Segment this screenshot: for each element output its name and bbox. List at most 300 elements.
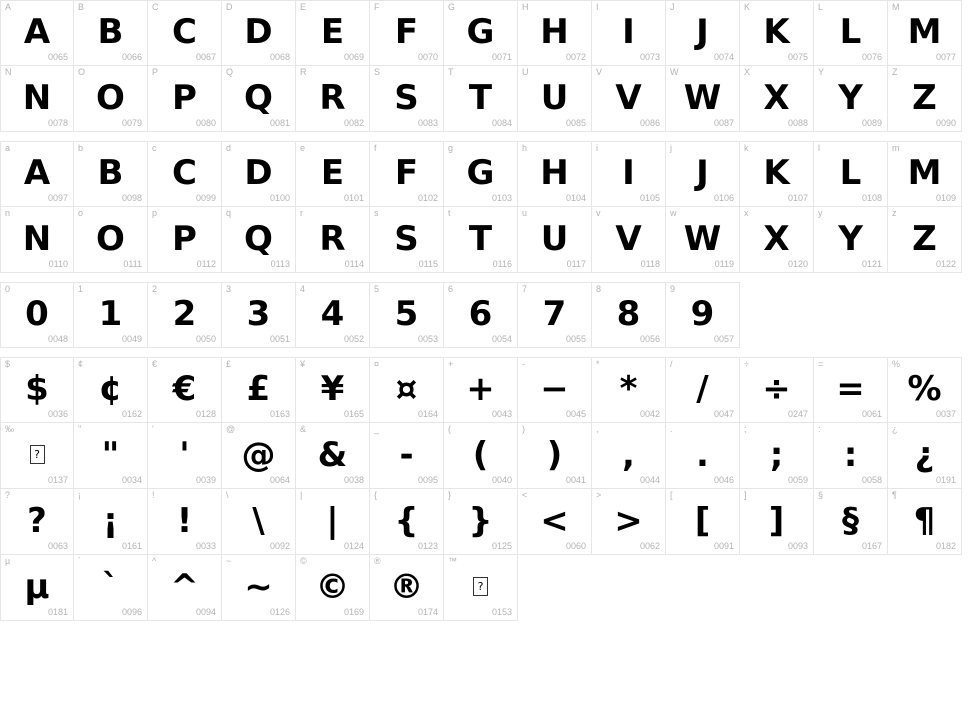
glyph-cell[interactable] (444, 555, 518, 621)
glyph-char-label: w (670, 208, 677, 218)
missing-glyph-icon: ? (473, 577, 488, 596)
glyph-char-label: + (448, 359, 454, 369)
glyph-render: @ (241, 434, 276, 475)
glyph-code: 0101 (343, 193, 364, 203)
glyph-cell[interactable] (518, 0, 592, 66)
glyph-char-label: ® (374, 556, 381, 566)
glyph-render: § (842, 500, 859, 541)
glyph-render: J (696, 12, 709, 52)
glyph-char-label: P (152, 67, 159, 77)
glyph-cell[interactable] (0, 66, 74, 132)
glyph-char-label: | (300, 490, 303, 500)
glyph-char-label: § (818, 490, 824, 500)
glyph-render: & (317, 434, 348, 475)
glyph-cell[interactable] (888, 66, 962, 132)
glyph-char-label: a (5, 143, 11, 153)
glyph-render: I (622, 153, 635, 193)
glyph-char-label: E (300, 2, 307, 12)
glyph-render: L (839, 153, 862, 193)
glyph-code: 0191 (935, 475, 956, 485)
glyph-code: 0067 (195, 52, 216, 62)
glyph-char-label: K (744, 2, 751, 12)
glyph-code: 0060 (565, 541, 586, 551)
glyph-code: 0037 (935, 409, 956, 419)
glyph-code: 0114 (344, 259, 364, 269)
glyph-cell[interactable] (518, 66, 592, 132)
glyph-char-label: O (78, 67, 86, 77)
glyph-cell[interactable] (370, 555, 444, 621)
glyph-char-label: R (300, 67, 307, 77)
glyph-render: D (244, 12, 273, 52)
glyph-code: 0102 (417, 193, 438, 203)
glyph-cell[interactable] (74, 489, 148, 555)
glyph-code: 0121 (861, 259, 882, 269)
glyph-code: 0081 (269, 118, 290, 128)
glyph-char-label: * (596, 359, 600, 369)
glyph-cell[interactable] (222, 66, 296, 132)
glyph-cell[interactable] (370, 141, 444, 207)
glyph-code: 0161 (121, 541, 142, 551)
glyph-char-label: W (670, 67, 679, 77)
glyph-cell[interactable] (740, 423, 814, 489)
glyph-code: 0123 (417, 541, 438, 551)
glyph-render: ' (179, 434, 190, 475)
glyph-code: 0164 (417, 409, 438, 419)
glyph-code: 0088 (787, 118, 808, 128)
glyph-render: % (907, 369, 942, 409)
glyph-code: 0122 (935, 259, 956, 269)
glyph-code: 0153 (491, 607, 512, 617)
glyph-char-label: ¢ (78, 359, 84, 369)
glyph-cell[interactable] (296, 282, 370, 348)
glyph-cell[interactable] (444, 66, 518, 132)
glyph-cell[interactable] (592, 357, 666, 423)
glyph-cell[interactable] (370, 207, 444, 273)
glyph-cell[interactable] (444, 357, 518, 423)
glyph-cell[interactable] (666, 0, 740, 66)
glyph-cell[interactable] (296, 489, 370, 555)
glyph-cell[interactable] (296, 555, 370, 621)
glyph-render: : (843, 434, 858, 475)
glyph-cell[interactable] (444, 141, 518, 207)
glyph-cell[interactable] (814, 489, 888, 555)
glyph-char-label: U (522, 67, 529, 77)
glyph-char-label: d (226, 143, 232, 153)
glyph-code: 0038 (343, 475, 364, 485)
glyph-render: C (172, 12, 197, 52)
glyph-cell[interactable] (0, 0, 74, 66)
glyph-code: 0085 (565, 118, 586, 128)
glyph-render: 9 (690, 294, 715, 334)
glyph-cell[interactable] (740, 207, 814, 273)
glyph-block-digits (0, 282, 970, 348)
glyph-render: B (97, 153, 124, 193)
glyph-cell[interactable] (370, 66, 444, 132)
glyph-render: µ (24, 566, 50, 607)
glyph-cell[interactable] (148, 489, 222, 555)
glyph-cell[interactable] (888, 489, 962, 555)
glyph-cell[interactable] (370, 357, 444, 423)
glyph-char-label: % (892, 359, 901, 369)
glyph-code: 0113 (270, 259, 290, 269)
glyph-code: 0086 (639, 118, 660, 128)
glyph-cell[interactable] (444, 282, 518, 348)
glyph-char-label: 6 (448, 284, 454, 294)
glyph-render: > (614, 500, 643, 541)
glyph-code: 0094 (195, 607, 216, 617)
glyph-cell[interactable] (518, 489, 592, 555)
glyph-char-label: } (448, 490, 452, 500)
glyph-code: 0033 (195, 541, 216, 551)
glyph-char-label: h (522, 143, 528, 153)
glyph-render: − (540, 369, 569, 409)
glyph-render: R (319, 77, 346, 118)
glyph-render: A (23, 12, 51, 52)
glyph-char-label: X (744, 67, 751, 77)
glyph-cell[interactable] (0, 357, 74, 423)
glyph-cell[interactable] (0, 489, 74, 555)
glyph-cell[interactable] (74, 0, 148, 66)
glyph-char-label: B (78, 2, 85, 12)
glyph-char-label: ' (152, 424, 154, 434)
glyph-cell[interactable] (592, 141, 666, 207)
glyph-cell[interactable] (74, 66, 148, 132)
glyph-cell[interactable] (444, 0, 518, 66)
glyph-cell[interactable] (296, 141, 370, 207)
glyph-cell[interactable] (740, 0, 814, 66)
glyph-block-lowercase-latin (0, 141, 970, 273)
missing-glyph-icon: ? (30, 445, 45, 464)
glyph-code: 0087 (713, 118, 734, 128)
glyph-render: X (763, 77, 790, 118)
glyph-cell[interactable] (814, 0, 888, 66)
glyph-render: Z (912, 77, 937, 118)
glyph-char-label: < (522, 490, 528, 500)
glyph-code: 0106 (713, 193, 734, 203)
glyph-render: F (394, 153, 419, 193)
glyph-char-label: 5 (374, 284, 380, 294)
glyph-cell[interactable] (296, 0, 370, 66)
glyph-cell[interactable] (74, 357, 148, 423)
glyph-cell[interactable] (592, 0, 666, 66)
glyph-cell[interactable] (888, 0, 962, 66)
glyph-char-label: & (300, 424, 307, 434)
glyph-cell[interactable] (0, 207, 74, 273)
glyph-render: T (468, 218, 493, 259)
glyph-render: ¥ (320, 369, 345, 409)
glyph-cell[interactable] (74, 555, 148, 621)
glyph-char-label: t (448, 208, 451, 218)
glyph-render: 7 (542, 294, 567, 334)
glyph-code: 0083 (417, 118, 438, 128)
glyph-char-label: £ (226, 359, 232, 369)
glyph-render: E (320, 12, 345, 52)
glyph-cell[interactable] (666, 423, 740, 489)
glyph-cell[interactable] (592, 489, 666, 555)
glyph-code: 0112 (196, 259, 216, 269)
glyph-cell[interactable] (148, 555, 222, 621)
glyph-char-label: o (78, 208, 84, 218)
glyph-code: 0056 (639, 334, 660, 344)
glyph-char-label: ÷ (744, 359, 749, 369)
glyph-char-label: { (374, 490, 378, 500)
glyph-char-label: T (448, 67, 454, 77)
glyph-cell[interactable] (666, 141, 740, 207)
glyph-code: 0054 (491, 334, 512, 344)
glyph-char-label: L (818, 2, 824, 12)
glyph-render: $ (25, 369, 49, 409)
glyph-code: 0104 (565, 193, 586, 203)
glyph-char-label: l (818, 143, 820, 153)
glyph-render: N (22, 218, 52, 259)
glyph-render: 5 (394, 294, 419, 334)
glyph-cell[interactable] (740, 66, 814, 132)
glyph-render: K (763, 153, 790, 193)
glyph-cell[interactable] (666, 66, 740, 132)
glyph-cell[interactable] (666, 357, 740, 423)
glyph-cell[interactable] (222, 423, 296, 489)
glyph-code: 0057 (713, 334, 734, 344)
glyph-cell[interactable] (814, 207, 888, 273)
glyph-render: J (696, 153, 709, 193)
glyph-cell[interactable] (666, 489, 740, 555)
glyph-char-label: M (892, 2, 900, 12)
glyph-cell[interactable] (888, 423, 962, 489)
glyph-render: 1 (98, 294, 123, 334)
glyph-cell[interactable] (592, 66, 666, 132)
glyph-char-label: D (226, 2, 233, 12)
glyph-code: 0182 (935, 541, 956, 551)
glyph-render: 3 (246, 294, 271, 334)
glyph-char-label: ) (522, 424, 525, 434)
glyph-render: { (394, 500, 419, 541)
glyph-render: T (468, 77, 493, 118)
glyph-cell[interactable] (74, 141, 148, 207)
glyph-cell[interactable] (222, 0, 296, 66)
glyph-char-label: ™ (448, 556, 457, 566)
glyph-cell[interactable] (666, 282, 740, 348)
glyph-cell[interactable] (0, 555, 74, 621)
glyph-code: 0137 (47, 475, 68, 485)
glyph-render: K (763, 12, 790, 52)
glyph-code: 0082 (343, 118, 364, 128)
glyph-cell[interactable] (148, 423, 222, 489)
glyph-code: 0110 (48, 259, 68, 269)
glyph-render: ® (389, 566, 424, 607)
glyph-code: 0047 (713, 409, 734, 419)
glyph-char-label: V (596, 67, 603, 77)
glyph-cell[interactable] (148, 357, 222, 423)
glyph-cell[interactable] (296, 357, 370, 423)
glyph-render: 8 (616, 294, 641, 334)
glyph-code: 0092 (269, 541, 290, 551)
glyph-code: 0034 (121, 475, 142, 485)
glyph-render: N (22, 77, 52, 118)
glyph-char-label: y (818, 208, 823, 218)
glyph-cell[interactable] (148, 141, 222, 207)
glyph-cell[interactable] (0, 423, 74, 489)
glyph-code: 0119 (714, 259, 734, 269)
glyph-render: } (468, 500, 493, 541)
glyph-render: ^ (170, 566, 199, 607)
glyph-cell[interactable] (0, 282, 74, 348)
glyph-render: H (540, 153, 569, 193)
glyph-cell[interactable] (222, 555, 296, 621)
glyph-code: 0117 (566, 259, 586, 269)
glyph-code: 0125 (491, 541, 512, 551)
glyph-render: E (320, 153, 345, 193)
glyph-cell[interactable] (296, 207, 370, 273)
glyph-code: 0169 (343, 607, 364, 617)
glyph-code: 0103 (491, 193, 512, 203)
glyph-cell[interactable] (222, 282, 296, 348)
glyph-char-label: > (596, 490, 602, 500)
glyph-char-label: 7 (522, 284, 528, 294)
glyph-render: G (466, 153, 495, 193)
glyph-cell[interactable] (148, 66, 222, 132)
glyph-render: , (622, 434, 635, 475)
glyph-cell[interactable] (592, 207, 666, 273)
glyph-render: A (23, 153, 51, 193)
glyph-cell[interactable] (222, 489, 296, 555)
glyph-cell[interactable] (74, 207, 148, 273)
glyph-render: | (326, 500, 339, 541)
glyph-char-label: i (596, 143, 598, 153)
glyph-code: 0065 (47, 52, 68, 62)
glyph-code: 0096 (121, 607, 142, 617)
glyph-cell[interactable] (296, 66, 370, 132)
glyph-code: 0055 (565, 334, 586, 344)
glyph-cell[interactable] (592, 423, 666, 489)
glyph-cell[interactable] (444, 489, 518, 555)
glyph-char-label: 0 (5, 284, 11, 294)
glyph-cell[interactable] (814, 423, 888, 489)
glyph-char-label: µ (5, 556, 11, 566)
glyph-cell[interactable] (444, 423, 518, 489)
glyph-cell[interactable] (592, 282, 666, 348)
glyph-code: 0075 (787, 52, 808, 62)
glyph-render: P (172, 77, 197, 118)
glyph-cell[interactable] (814, 357, 888, 423)
glyph-char-label: ¶ (892, 490, 897, 500)
glyph-cell[interactable] (74, 423, 148, 489)
glyph-code: 0120 (787, 259, 808, 269)
glyph-render: Z (912, 218, 937, 259)
glyph-render: 2 (172, 294, 197, 334)
glyph-cell[interactable] (370, 423, 444, 489)
glyph-char-label: ] (744, 490, 747, 500)
glyph-char-label: I (596, 2, 599, 12)
glyph-cell[interactable] (222, 141, 296, 207)
glyph-cell[interactable] (370, 0, 444, 66)
glyph-cell[interactable] (888, 207, 962, 273)
glyph-cell[interactable] (518, 357, 592, 423)
glyph-char-label: n (5, 208, 11, 218)
glyph-char-label: m (892, 143, 900, 153)
glyph-char-label: $ (5, 359, 11, 369)
glyph-cell[interactable] (296, 423, 370, 489)
glyph-render: V (615, 218, 642, 259)
glyph-char-label: [ (670, 490, 673, 500)
glyph-render: ( (472, 434, 489, 475)
glyph-cell[interactable] (518, 282, 592, 348)
glyph-cell[interactable] (148, 282, 222, 348)
glyph-char-label: k (744, 143, 749, 153)
glyph-char-label: q (226, 208, 232, 218)
glyph-cell[interactable] (444, 207, 518, 273)
glyph-code: 0059 (787, 475, 808, 485)
glyph-cell[interactable] (518, 207, 592, 273)
glyph-code: 0124 (343, 541, 364, 551)
glyph-cell[interactable] (740, 141, 814, 207)
glyph-cell[interactable] (74, 282, 148, 348)
glyph-char-label: \ (226, 490, 229, 500)
glyph-code: 0068 (269, 52, 290, 62)
glyph-char-label: ? (5, 490, 11, 500)
glyph-code: 0049 (121, 334, 142, 344)
glyph-cell[interactable] (222, 357, 296, 423)
glyph-cell[interactable] (370, 489, 444, 555)
glyph-render: € (172, 369, 197, 409)
glyph-code: 0080 (195, 118, 216, 128)
glyph-cell[interactable] (0, 141, 74, 207)
glyph-code: 0115 (418, 259, 438, 269)
glyph-code: 0163 (269, 409, 290, 419)
glyph-cell[interactable] (370, 282, 444, 348)
glyph-char-label: b (78, 143, 84, 153)
glyph-cell[interactable] (888, 141, 962, 207)
glyph-cell[interactable] (222, 207, 296, 273)
glyph-code: 0162 (121, 409, 142, 419)
glyph-code: 0042 (639, 409, 660, 419)
glyph-cell[interactable] (518, 423, 592, 489)
glyph-cell[interactable] (666, 207, 740, 273)
glyph-code: 0070 (417, 52, 438, 62)
glyph-cell[interactable] (740, 489, 814, 555)
glyph-render: G (466, 12, 495, 52)
glyph-cell[interactable] (518, 141, 592, 207)
glyph-render: ; (769, 434, 784, 475)
glyph-code: 0095 (417, 475, 438, 485)
glyph-cell[interactable] (814, 141, 888, 207)
glyph-char-label: j (670, 143, 672, 153)
glyph-char-label: © (300, 556, 307, 566)
glyph-code: 0064 (269, 475, 290, 485)
glyph-render: W (683, 218, 722, 259)
glyph-code: 0105 (639, 193, 660, 203)
glyph-char-label: _ (374, 424, 380, 434)
glyph-code: 0107 (787, 193, 808, 203)
glyph-char-label: - (522, 359, 525, 369)
glyph-code: 0097 (47, 193, 68, 203)
glyph-code: 0116 (492, 259, 512, 269)
glyph-cell[interactable] (888, 357, 962, 423)
glyph-code: 0048 (47, 334, 68, 344)
glyph-code: 0181 (47, 607, 68, 617)
glyph-cell[interactable] (148, 0, 222, 66)
glyph-cell[interactable] (814, 66, 888, 132)
glyph-render: ¢ (98, 369, 123, 409)
glyph-render: ~ (244, 566, 273, 607)
glyph-cell[interactable] (740, 357, 814, 423)
glyph-render: C (172, 153, 197, 193)
glyph-cell[interactable] (148, 207, 222, 273)
glyph-char-label: f (374, 143, 377, 153)
glyph-code: 0069 (343, 52, 364, 62)
glyph-render: . (696, 434, 709, 475)
glyph-render: \ (252, 500, 265, 541)
glyph-code: 0066 (121, 52, 142, 62)
